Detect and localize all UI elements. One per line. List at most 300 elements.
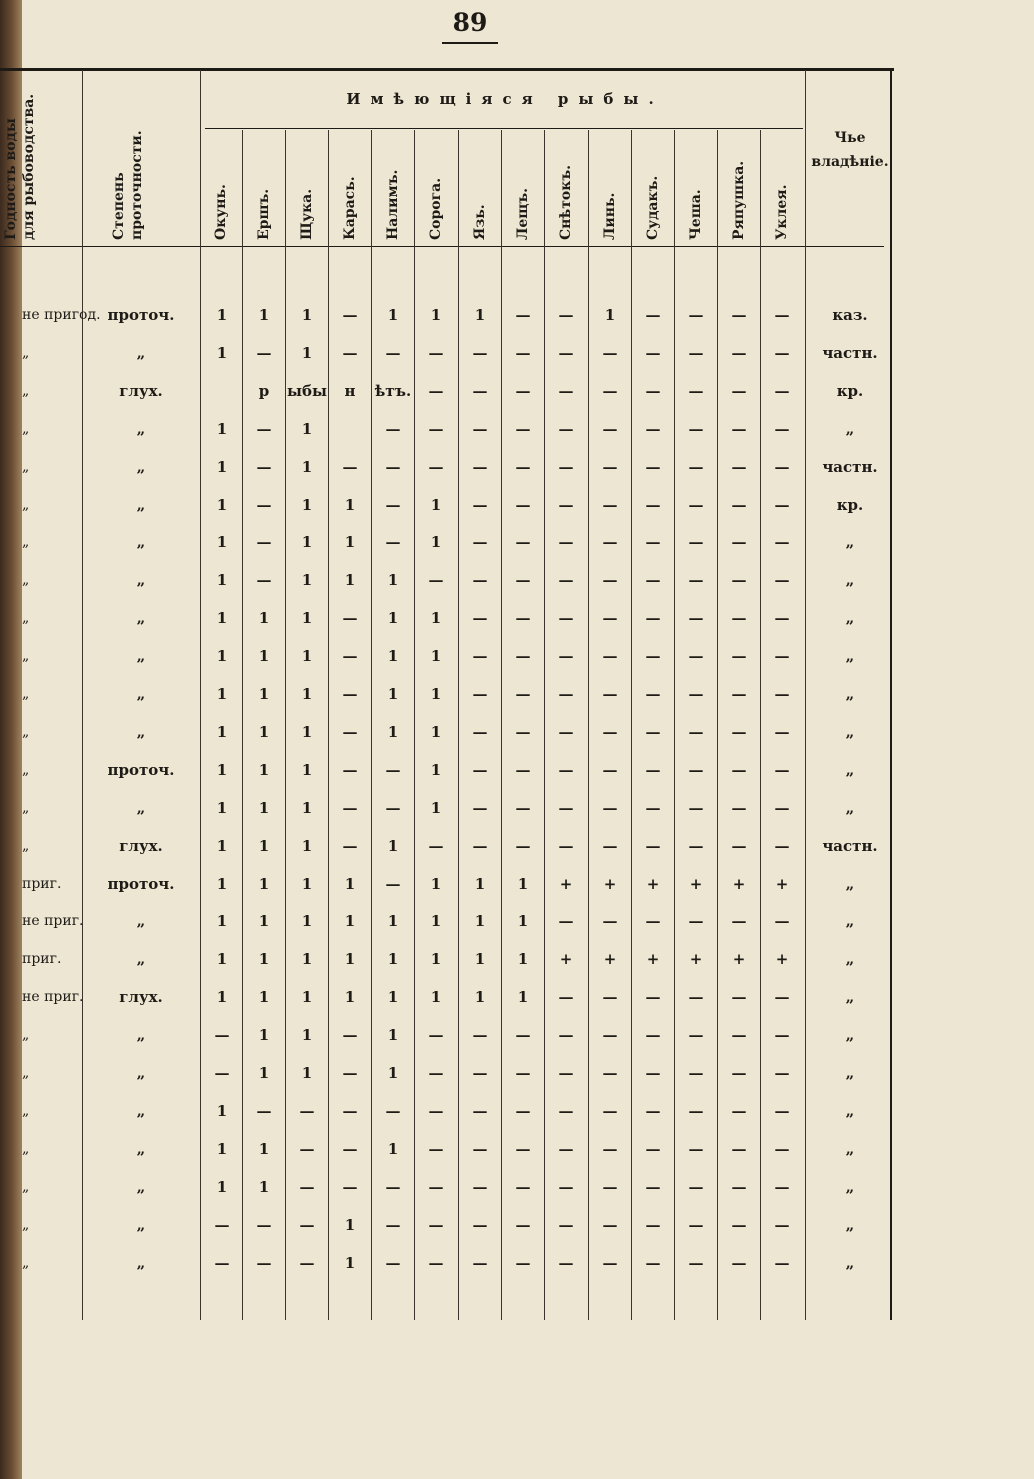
cell-owner: „ [845, 571, 855, 590]
cell-suitability: „ [22, 648, 30, 665]
cell-fish-presence: 1 [258, 912, 270, 931]
table-top-rule [0, 68, 894, 71]
cell-fish-presence: — [602, 1139, 618, 1158]
cell-fish-presence: — [558, 571, 574, 590]
cell-flow-degree: „ [136, 685, 146, 703]
cell-fish-presence: — [731, 722, 747, 741]
cell-flow-degree: „ [136, 533, 146, 552]
cell-fish-presence: — [385, 1101, 401, 1120]
cell-fish-presence: — [515, 836, 531, 855]
cell-fish-presence: — [515, 343, 531, 362]
cell-fish-presence: — [645, 343, 661, 362]
cell-suitability: „ [22, 761, 30, 778]
cell-fish-presence: — [645, 419, 661, 438]
cell-fish-presence: — [558, 495, 574, 514]
cell-fish-presence: — [472, 836, 488, 855]
cell-fish-presence: — [515, 1253, 531, 1272]
page-number-rule [442, 42, 498, 44]
cell-fish-presence: — [256, 1215, 272, 1234]
cell-owner: „ [845, 1026, 855, 1045]
cell-fish-presence: — [602, 685, 618, 703]
cell-fish-presence: — [602, 647, 618, 666]
cell-flow-degree: „ [136, 1177, 146, 1196]
cell-fish-presence: — [602, 1215, 618, 1234]
cell-fish-presence: — [688, 988, 704, 1007]
cell-fish-presence: — [515, 722, 531, 741]
cell-fish-presence: — [645, 495, 661, 514]
cell-fish-presence: ѣтъ. [374, 381, 412, 400]
cell-fish-presence: — [214, 1215, 230, 1234]
cell-fish-presence: 1 [301, 1026, 313, 1045]
cell-fish-presence: — [515, 457, 531, 476]
cell-fish-presence: — [472, 495, 488, 514]
cell-fish-presence: 1 [301, 419, 313, 438]
cell-fish-presence: 1 [387, 609, 399, 628]
cell-fish-presence: — [731, 760, 747, 779]
cell-owner: „ [845, 609, 855, 628]
cell-fish-presence: — [688, 571, 704, 590]
cell-fish-presence: — [774, 760, 790, 779]
cell-fish-presence: — [342, 685, 358, 703]
cell-suitability: приг. [22, 951, 62, 968]
cell-fish-presence: — [558, 1215, 574, 1234]
cell-fish-presence: — [774, 306, 790, 324]
cell-fish-presence: — [731, 1139, 747, 1158]
cell-fish-presence: — [472, 1101, 488, 1120]
cell-flow-degree: „ [136, 1215, 146, 1234]
cell-fish-presence: 1 [430, 533, 442, 552]
table-row [0, 637, 900, 675]
table-row [0, 865, 900, 903]
cell-fish-presence: — [645, 1064, 661, 1082]
cell-suitability: „ [22, 420, 30, 437]
table-row [0, 523, 900, 561]
cell-fish-presence: — [428, 1026, 444, 1045]
cell-flow-degree: глух. [119, 381, 163, 400]
table-row [0, 486, 900, 524]
cell-fish-presence: — [515, 381, 531, 400]
cell-fish-presence: — [774, 685, 790, 703]
cell-fish-presence: — [515, 1177, 531, 1196]
cell-fish-presence: — [645, 381, 661, 400]
cell-flow-degree: проточ. [107, 306, 175, 324]
cell-flow-degree: „ [136, 1064, 146, 1082]
cell-fish-presence: — [602, 760, 618, 779]
cell-fish-presence: 1 [301, 495, 313, 514]
cell-fish-presence: — [428, 1177, 444, 1196]
cell-fish-presence: 1 [474, 950, 486, 969]
cell-fish-presence: 1 [301, 343, 313, 362]
cell-fish-presence: 1 [430, 874, 442, 893]
cell-fish-presence: — [688, 533, 704, 552]
cell-fish-presence: — [256, 1253, 272, 1272]
cell-fish-presence: — [645, 457, 661, 476]
cell-fish-presence: — [428, 1101, 444, 1120]
cell-flow-degree: „ [136, 495, 146, 514]
table-row [0, 410, 900, 448]
cell-fish-presence: 1 [517, 988, 529, 1007]
cell-fish-presence: — [688, 1064, 704, 1082]
table-row [0, 372, 900, 410]
cell-fish-presence: — [774, 912, 790, 931]
cell-suitability: „ [22, 1065, 30, 1081]
cell-fish-presence: + [689, 874, 703, 893]
cell-fish-presence: — [472, 1026, 488, 1045]
cell-fish-presence: — [558, 1101, 574, 1120]
cell-owner: „ [845, 1064, 855, 1082]
cell-fish-presence: 1 [258, 306, 270, 324]
cell-fish-presence: 1 [430, 988, 442, 1007]
cell-fish-presence: — [385, 419, 401, 438]
cell-owner: „ [845, 760, 855, 779]
cell-flow-degree: „ [136, 950, 146, 969]
table-row [0, 334, 900, 372]
fish-group-rule [205, 128, 803, 129]
cell-fish-presence: — [558, 419, 574, 438]
cell-fish-presence: 1 [216, 836, 228, 855]
table-row [0, 296, 900, 334]
cell-fish-presence: — [688, 1139, 704, 1158]
cell-fish-presence: — [472, 1064, 488, 1082]
cell-fish-presence: — [558, 343, 574, 362]
cell-fish-presence: 1 [387, 988, 399, 1007]
cell-fish-presence: — [602, 988, 618, 1007]
cell-fish-presence: — [472, 609, 488, 628]
cell-fish-presence: — [558, 609, 574, 628]
cell-fish-presence: — [515, 571, 531, 590]
cell-fish-presence: + [559, 950, 573, 969]
table-row [0, 1016, 900, 1054]
cell-fish-presence: — [688, 381, 704, 400]
cell-fish-presence: 1 [387, 950, 399, 969]
cell-fish-presence: 1 [258, 1177, 270, 1196]
cell-fish-presence: 1 [301, 533, 313, 552]
cell-fish-presence: 1 [301, 912, 313, 931]
cell-fish-presence: — [342, 722, 358, 741]
cell-fish-presence: 1 [216, 798, 228, 817]
cell-fish-presence: — [774, 343, 790, 362]
cell-suitability: „ [22, 1027, 30, 1044]
cell-fish-presence: — [558, 1026, 574, 1045]
cell-fish-presence: 1 [301, 836, 313, 855]
cell-flow-degree: „ [136, 912, 146, 931]
cell-fish-presence: — [299, 1101, 315, 1120]
cell-fish-presence: — [256, 343, 272, 362]
cell-suitability: „ [22, 610, 30, 627]
cell-flow-degree: проточ. [107, 874, 175, 893]
cell-fish-presence: — [385, 874, 401, 893]
cell-fish-presence: — [515, 685, 531, 703]
cell-fish-presence: — [558, 457, 574, 476]
cell-fish-presence: — [472, 457, 488, 476]
cell-fish-presence: 1 [301, 306, 313, 324]
cell-fish-presence: — [428, 1139, 444, 1158]
cell-fish-presence: — [342, 1064, 358, 1082]
cell-fish-presence: — [645, 1101, 661, 1120]
header-fish: Снѣтокъ. [558, 165, 574, 240]
cell-fish-presence: — [472, 1253, 488, 1272]
cell-fish-presence: — [558, 685, 574, 703]
cell-fish-presence: н [344, 381, 356, 400]
cell-fish-presence: — [645, 798, 661, 817]
cell-fish-presence: — [645, 988, 661, 1007]
cell-fish-presence: 1 [216, 874, 228, 893]
cell-fish-presence: 1 [387, 912, 399, 931]
cell-fish-presence: — [256, 457, 272, 476]
cell-fish-presence: — [428, 343, 444, 362]
cell-fish-presence: 1 [517, 874, 529, 893]
cell-fish-presence: — [774, 722, 790, 741]
cell-fish-presence: — [428, 1064, 444, 1082]
cell-flow-degree: „ [136, 571, 146, 590]
cell-suitability: „ [22, 837, 30, 854]
cell-fish-presence: — [558, 533, 574, 552]
cell-fish-presence: 1 [216, 419, 228, 438]
cell-fish-presence: 1 [258, 1064, 270, 1082]
cell-fish-presence: 1 [517, 950, 529, 969]
cell-fish-presence: — [515, 798, 531, 817]
cell-fish-presence: — [515, 1026, 531, 1045]
cell-fish-presence: — [688, 798, 704, 817]
cell-fish-presence: — [515, 306, 531, 324]
cell-fish-presence: — [299, 1253, 315, 1272]
cell-fish-presence: — [558, 306, 574, 324]
cell-owner: частн. [822, 343, 878, 362]
cell-fish-presence: — [645, 1139, 661, 1158]
cell-suitability: „ [22, 572, 30, 589]
header-fish: Карась. [342, 176, 358, 240]
cell-fish-presence: — [731, 495, 747, 514]
cell-fish-presence: р [258, 381, 270, 400]
cell-fish-presence: 1 [216, 760, 228, 779]
header-fish: Лещъ. [515, 187, 531, 240]
cell-suitability: „ [22, 496, 30, 513]
cell-fish-presence: — [256, 495, 272, 514]
cell-suitability: „ [22, 534, 30, 551]
cell-fish-presence: — [731, 1215, 747, 1234]
cell-fish-presence: — [731, 571, 747, 590]
cell-fish-presence: 1 [258, 722, 270, 741]
cell-fish-presence: 1 [430, 798, 442, 817]
cell-fish-presence: — [774, 419, 790, 438]
cell-fish-presence: 1 [344, 571, 356, 590]
cell-fish-presence: — [645, 836, 661, 855]
cell-fish-presence: — [385, 343, 401, 362]
cell-fish-presence: — [602, 1101, 618, 1120]
cell-flow-degree: „ [136, 1253, 146, 1272]
cell-fish-presence: 1 [430, 495, 442, 514]
cell-fish-presence: — [256, 533, 272, 552]
cell-fish-presence: — [299, 1139, 315, 1158]
cell-fish-presence: — [688, 836, 704, 855]
cell-fish-presence: 1 [344, 495, 356, 514]
cell-fish-presence: 1 [301, 1064, 313, 1082]
cell-fish-presence: — [385, 533, 401, 552]
cell-flow-degree: „ [136, 1026, 146, 1045]
cell-fish-presence: 1 [258, 1026, 270, 1045]
cell-fish-presence: — [774, 495, 790, 514]
cell-fish-presence: — [558, 722, 574, 741]
cell-fish-presence: — [688, 1101, 704, 1120]
cell-fish-presence: — [602, 1253, 618, 1272]
cell-flow-degree: глух. [119, 988, 163, 1007]
cell-fish-presence: — [602, 419, 618, 438]
cell-fish-presence: — [645, 571, 661, 590]
cell-fish-presence: 1 [258, 685, 270, 703]
cell-fish-presence: — [558, 760, 574, 779]
cell-fish-presence: — [774, 1139, 790, 1158]
cell-fish-presence: — [602, 495, 618, 514]
cell-owner: „ [845, 1253, 855, 1272]
cell-fish-presence: — [688, 647, 704, 666]
cell-fish-presence: 1 [301, 571, 313, 590]
cell-fish-presence: — [774, 1177, 790, 1196]
cell-fish-presence: — [645, 912, 661, 931]
cell-fish-presence: 1 [344, 874, 356, 893]
cell-owner: „ [845, 1177, 855, 1196]
cell-fish-presence: — [688, 457, 704, 476]
cell-fish-presence: — [688, 1026, 704, 1045]
cell-fish-presence: — [428, 457, 444, 476]
cell-fish-presence: 1 [474, 306, 486, 324]
cell-fish-presence: — [385, 457, 401, 476]
cell-fish-presence: — [602, 912, 618, 931]
cell-owner: „ [845, 950, 855, 969]
cell-fish-presence: 1 [216, 306, 228, 324]
cell-fish-presence [328, 410, 372, 448]
cell-fish-presence: 1 [387, 1026, 399, 1045]
cell-flow-degree: „ [136, 798, 146, 817]
cell-fish-presence: — [731, 685, 747, 703]
cell-fish-presence: — [731, 798, 747, 817]
cell-fish-presence: — [342, 1139, 358, 1158]
table-row [0, 1054, 900, 1092]
cell-fish-presence: — [558, 1253, 574, 1272]
cell-fish-presence: — [645, 1215, 661, 1234]
cell-fish-presence: 1 [301, 609, 313, 628]
cell-fish-presence: — [558, 1139, 574, 1158]
cell-fish-presence: 1 [301, 647, 313, 666]
cell-suitability: не пригод. [22, 307, 101, 323]
cell-fish-presence: 1 [216, 343, 228, 362]
table-row [0, 675, 900, 713]
cell-fish-presence: — [731, 533, 747, 552]
cell-fish-presence: — [515, 1215, 531, 1234]
cell-fish-presence: — [214, 1253, 230, 1272]
table-row [0, 448, 900, 486]
header-fish: Уклея. [774, 184, 790, 240]
cell-fish-presence: 1 [604, 306, 616, 324]
cell-fish-presence: — [342, 798, 358, 817]
cell-fish-presence: — [256, 571, 272, 590]
cell-fish-presence: — [731, 1101, 747, 1120]
cell-flow-degree: „ [136, 609, 146, 628]
cell-owner: „ [845, 874, 855, 893]
cell-fish-presence: 1 [474, 988, 486, 1007]
cell-suitability: не приг. [22, 989, 84, 1006]
cell-fish-presence: + [689, 950, 703, 969]
cell-fish-presence: + [646, 874, 660, 893]
cell-fish-presence: — [688, 495, 704, 514]
cell-fish-presence: — [602, 1026, 618, 1045]
cell-flow-degree: проточ. [107, 760, 175, 779]
cell-fish-presence: — [515, 1139, 531, 1158]
cell-fish-presence: 1 [301, 722, 313, 741]
header-fish: Чеша. [688, 189, 704, 240]
cell-fish-presence: — [558, 798, 574, 817]
cell-fish-presence: + [603, 950, 617, 969]
cell-fish-presence: 1 [216, 950, 228, 969]
cell-fish-presence: 1 [301, 798, 313, 817]
cell-fish-presence: — [342, 647, 358, 666]
cell-fish-presence: 1 [387, 836, 399, 855]
cell-fish-presence: — [385, 1177, 401, 1196]
cell-fish-presence: — [774, 1215, 790, 1234]
cell-fish-presence: — [731, 419, 747, 438]
cell-fish-presence: — [731, 381, 747, 400]
cell-fish-presence: — [688, 343, 704, 362]
cell-fish-presence: — [688, 1215, 704, 1234]
cell-fish-presence: — [472, 381, 488, 400]
cell-suitability: „ [22, 382, 30, 399]
cell-fish-presence: — [645, 306, 661, 324]
cell-fish-presence: 1 [387, 685, 399, 703]
cell-owner: „ [845, 1101, 855, 1120]
cell-fish-presence: — [688, 722, 704, 741]
cell-suitability: „ [22, 344, 30, 361]
cell-fish-presence: — [515, 760, 531, 779]
cell-suitability: „ [22, 1216, 30, 1233]
cell-fish-presence: — [731, 647, 747, 666]
cell-fish-presence: — [645, 1026, 661, 1045]
cell-suitability: „ [22, 686, 30, 702]
cell-fish-presence: — [428, 1253, 444, 1272]
cell-fish-presence: 1 [430, 950, 442, 969]
cell-fish-presence: — [602, 798, 618, 817]
cell-fish-presence: — [515, 533, 531, 552]
cell-fish-presence: — [731, 343, 747, 362]
cell-fish-presence: 1 [430, 647, 442, 666]
cell-suitability: приг. [22, 875, 62, 892]
cell-owner: „ [845, 685, 855, 703]
cell-fish-presence: — [342, 1177, 358, 1196]
header-suitability: Годность воды для рыбоводства. [3, 93, 37, 240]
cell-fish-presence: — [342, 343, 358, 362]
cell-fish-presence: 1 [430, 722, 442, 741]
cell-flow-degree: „ [136, 457, 146, 476]
cell-fish-presence: — [558, 836, 574, 855]
cell-flow-degree: „ [136, 1101, 146, 1120]
cell-fish-presence: — [472, 722, 488, 741]
cell-fish-presence: — [774, 1101, 790, 1120]
cell-fish-presence: — [602, 381, 618, 400]
cell-owner: „ [845, 912, 855, 931]
cell-fish-presence: — [342, 1101, 358, 1120]
cell-fish-presence: — [688, 1253, 704, 1272]
cell-fish-presence: — [558, 912, 574, 931]
cell-fish-presence: 1 [387, 647, 399, 666]
cell-owner: кр. [836, 381, 864, 400]
cell-fish-presence: — [515, 1101, 531, 1120]
header-flow-degree: Степень проточности. [111, 130, 145, 240]
cell-fish-presence: — [602, 722, 618, 741]
cell-fish-presence: 1 [216, 609, 228, 628]
cell-fish-presence: 1 [344, 912, 356, 931]
cell-fish-presence: — [602, 343, 618, 362]
header-fish: Судакъ. [645, 175, 661, 240]
cell-fish-presence: 1 [387, 1064, 399, 1082]
cell-owner: „ [845, 419, 855, 438]
